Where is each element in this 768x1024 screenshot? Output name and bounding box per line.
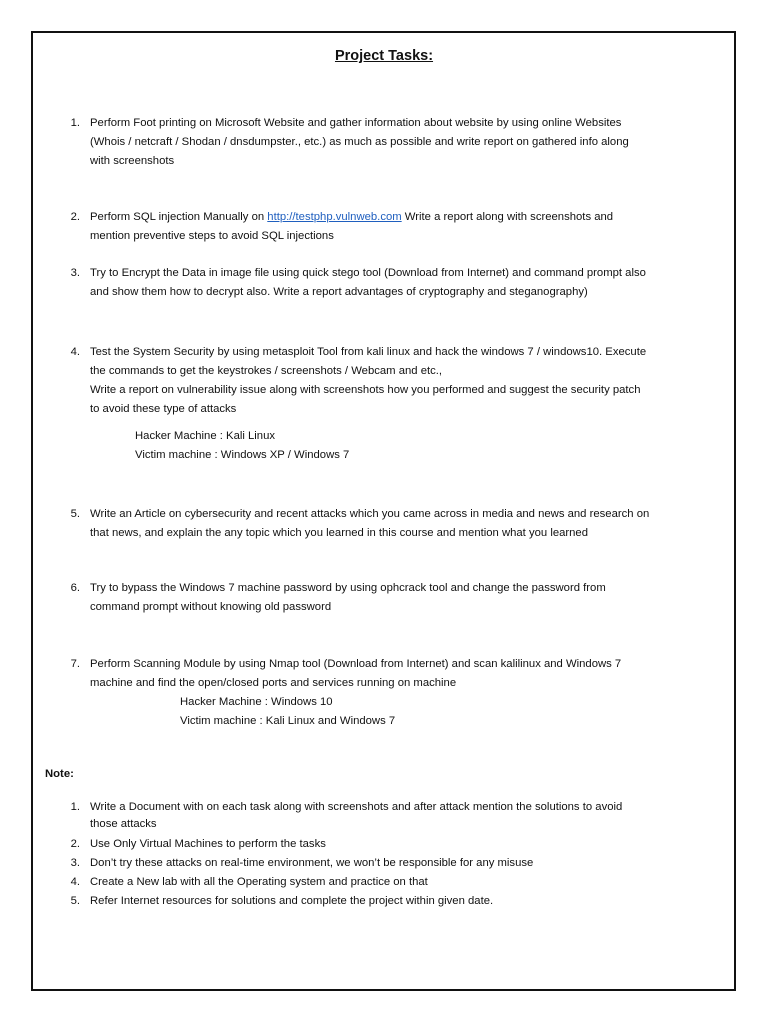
note-heading: Note: [45,768,74,780]
hacker-machine: Hacker Machine : Windows 10 [180,696,333,708]
task-text [90,343,730,419]
task-line: (Whois / netcraft / Shodan / dnsdumpster., etc.) as much as possible and write report on gathered info along [90,136,629,148]
task-number: 1. [70,117,80,129]
task-line: command prompt without knowing old password [90,601,332,613]
victim-machine: Victim machine : Kali Linux and Windows 7 [180,715,396,727]
note-line: Don’t try these attacks on real-time environment, we won’t be responsible for any misuse [90,857,534,869]
task-line: Write a report on vulnerability issue along with screenshots how you performed and suggest the security patch [90,384,641,396]
task-text [90,579,730,617]
task-number: 7. [70,658,80,670]
task-line: Test the System Security by using metasploit Tool from kali linux and hack the windows 7 / windows10. Execute [90,346,647,358]
task-number: 6. [70,582,80,594]
task-number: 3. [70,267,80,279]
note-line: Create a New lab with all the Operating system and practice on that [90,876,428,888]
task-number: 2. [70,211,80,223]
task-line [90,208,730,227]
task-line: Try to Encrypt the Data in image file using quick stego tool (Download from Internet) and command prompt also [90,267,646,279]
victim-machine: Victim machine : Windows XP / Windows 7 [135,449,350,461]
task-line: to avoid these type of attacks [90,403,237,415]
note-number: 1. [70,801,80,813]
note-number: 3. [70,857,80,869]
note-line: Use Only Virtual Machines to perform the tasks [90,838,326,850]
note-line: those attacks [90,818,157,830]
task-line: mention preventive steps to avoid SQL injections [90,230,334,242]
task-line: Perform Scanning Module by using Nmap tool (Download from Internet) and scan kalilinux and Windows 7 [90,658,622,670]
task-text [90,264,730,302]
note-number: 5. [70,895,80,907]
note-text [90,799,730,833]
task-line-text: Write a report along with screenshots and [401,211,614,223]
task-line-text: Perform SQL injection Manually on [90,211,268,223]
page-title: Project Tasks: [334,48,434,64]
task-line: Write an Article on cybersecurity and recent attacks which you came across in media and news and research on [90,508,650,520]
task-line: machine and find the open/closed ports and services running on machine [90,677,457,689]
task-line: Perform Foot printing on Microsoft Website and gather information about website by using online Websites [90,117,622,129]
task-text [90,655,730,693]
task-text [90,114,730,171]
task-line: and show them how to decrypt also. Write a report advantages of cryptography and steganography) [90,286,588,298]
note-line: Write a Document with on each task along with screenshots and after attack mention the solutions to avoid [90,801,623,813]
task-text [90,505,730,543]
note-text [90,893,730,910]
task-line: the commands to get the keystrokes / screenshots / Webcam and etc., [90,365,443,377]
testphp-link[interactable]: http://testphp.vulnweb.com [267,211,402,223]
note-text [90,874,730,891]
note-number: 4. [70,876,80,888]
task-text [90,208,730,246]
note-line: Refer Internet resources for solutions and complete the project within given date. [90,895,494,907]
task-number: 5. [70,508,80,520]
hacker-machine: Hacker Machine : Kali Linux [135,430,276,442]
task-line: with screenshots [90,155,175,167]
task-line: Try to bypass the Windows 7 machine password by using ophcrack tool and change the password from [90,582,606,594]
task-line: that news, and explain the any topic which you learned in this course and mention what you learned [90,527,589,539]
note-text [90,836,730,853]
note-number: 2. [70,838,80,850]
task-number: 4. [70,346,80,358]
note-text [90,855,730,872]
